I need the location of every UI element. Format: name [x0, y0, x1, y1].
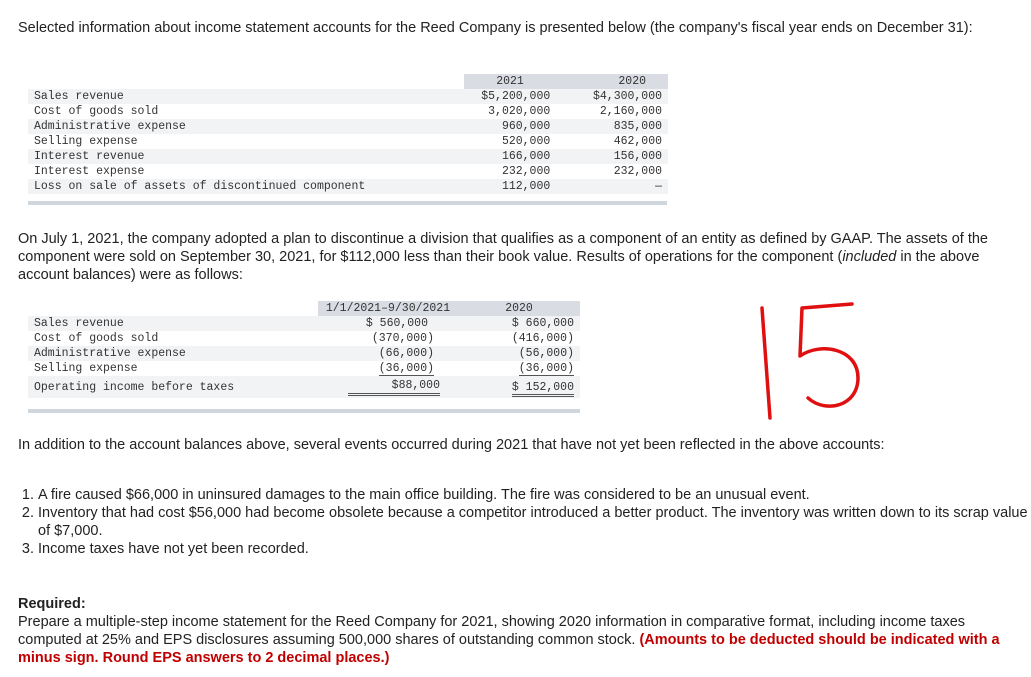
table1-bottom-rule — [28, 201, 667, 205]
col-header-2020: 2020 — [556, 74, 668, 89]
list-item: 2. Inventory that had cost $56,000 had become obsolete because a competitor introduced a better product. The inventory was written down to its scrap value of $7,000. — [38, 504, 1028, 540]
col-header-period: 1/1/2021–9/30/2021 — [318, 301, 458, 316]
table-row: Interest expense 232,000 232,000 — [34, 165, 662, 178]
events-list — [18, 486, 1028, 558]
col-header-2020: 2020 — [458, 301, 580, 316]
table2-bottom-rule — [28, 409, 580, 413]
component-paragraph: On July 1, 2021, the company adopted a plan to discontinue a division that qualifies as a component of an entity as defined by GAAP. The assets of the component were sold on September 30, 2021, for $112,000 less than their book value. Results of operations for the component (included in the above account balances) were as follows: — [18, 231, 988, 283]
table-row: Cost of goods sold (370,000) (416,000) — [34, 332, 574, 345]
table-row: Loss on sale of assets of discontinued component 112,000 — — [28, 179, 668, 194]
table-row: Sales revenue $5,200,000 $4,300,000 — [28, 89, 668, 104]
table-row: Cost of goods sold 3,020,000 2,160,000 — [34, 105, 662, 118]
required-heading: Required: — [18, 596, 86, 612]
required-text: Prepare a multiple-step income statement for the Reed Company for 2021, showing 2020 information in comparative format, including income taxes computed at 25% and EPS disclosures assuming 500,000 shares of outstanding common stock. — [18, 614, 966, 648]
col-header-2021: 2021 — [464, 74, 556, 89]
required-instruction: (Amounts to be deducted should be indicated with a minus sign. Round EPS answers to 2 decimal places.) — [18, 632, 1000, 666]
table-row: Selling expense (36,000) (36,000) — [34, 362, 574, 375]
table-row: Selling expense 520,000 462,000 — [34, 135, 662, 148]
required-section — [18, 595, 1008, 667]
events-intro-paragraph: In addition to the account balances above, several events occurred during 2021 that have not yet been reflected in the above accounts: — [18, 437, 885, 453]
handwritten-digit-five — [800, 304, 858, 406]
income-accounts-table — [28, 74, 668, 194]
list-item: 3. Income taxes have not yet been recorded. — [38, 540, 1028, 558]
table-row: Interest revenue 166,000 156,000 — [28, 149, 668, 164]
table-row: Sales revenue $ 560,000 $ 660,000 — [28, 316, 580, 331]
list-item: 1. A fire caused $66,000 in uninsured damages to the main office building. The fire was considered to be an unusual event. — [38, 486, 1028, 504]
intro-paragraph: Selected information about income statement accounts for the Reed Company is presented below (the company's fiscal year ends on December 31): — [18, 20, 973, 36]
table-row: Administrative expense 960,000 835,000 — [28, 119, 668, 134]
handwritten-score-mark — [740, 290, 870, 420]
table-row-total: Operating income before taxes $ 88,000 $ 152,000 — [28, 376, 580, 398]
component-results-table — [28, 301, 580, 398]
table-row: Administrative expense (66,000) (56,000) — [28, 346, 580, 361]
handwritten-digit-one — [762, 308, 770, 418]
